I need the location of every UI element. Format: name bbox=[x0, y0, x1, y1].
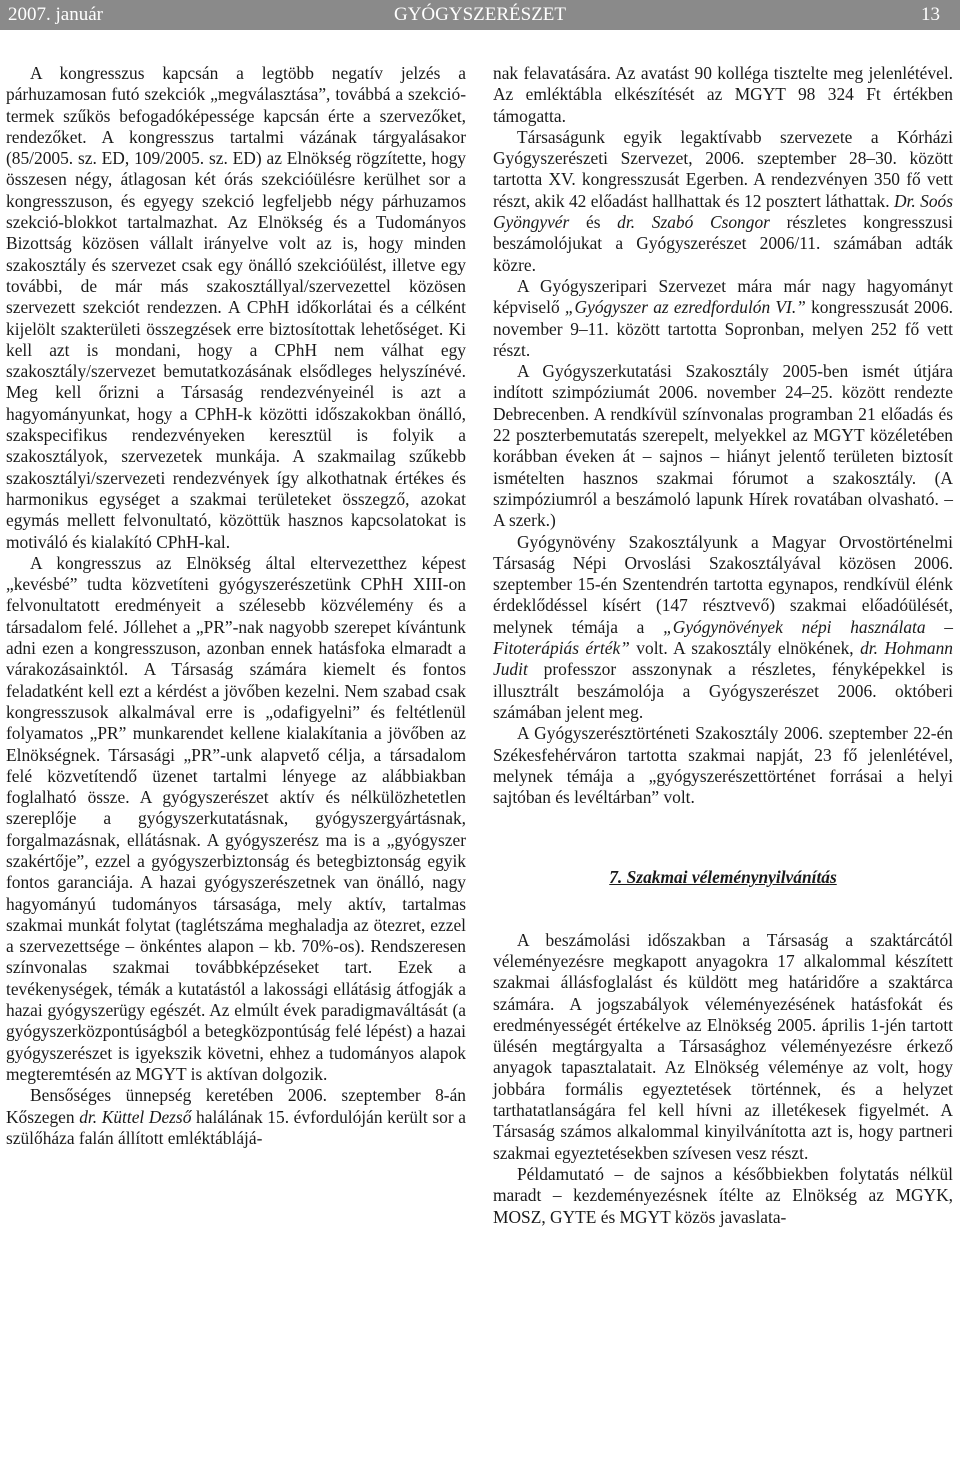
text-run: A Gyógyszeripari Szervezet mára már nagy hagyományt képviselő bbox=[493, 275, 953, 318]
paragraph bbox=[6, 1085, 466, 1149]
paragraph: A Gyógyszerkutatási Szakosztály 2005-ben ismét útjára indított szimpóziumát 2006. november 24–25. között rendezte Debrecenben. A rendkívül színvonalas programban 21 előadás és 22 poszterbemutatás szerepelt, melyekkel az MGYT közéletében korábban éveken át – sajnos – hiányt jelentő területen biztosít ismételten hasznos szakmai fórumot a szakosztály. (A szimpóziumról a beszámoló lapunk Hírek rovatában olvasható. – A szerk.) bbox=[493, 361, 953, 531]
left-column bbox=[6, 63, 466, 1149]
header-journal-title: GYÓGYSZERÉSZET bbox=[393, 4, 567, 25]
text-run: volt. A szakosztály elnökének, bbox=[629, 638, 861, 659]
paragraph: A kongresszus kapcsán a legtöbb negatív jelzés a párhuzamosan futó szekciók „megválasztása”, továbbá a szekció-termek szűkös befogadóképessége kapcsán érte a szervezőket, rendezőket. A kongresszus tartalmi vázának tárgyalásakor (85/2005. sz. ED, 109/2005. sz. ED) az Elnökség rögzítette, hogy összesen négy, átlagosan két órás szekcióülésre kerülhet sor a kongresszuson, és egyegy szekció legfeljebb négy párhuzamos szekció-blokkot tartalmazhat. Az Elnökség és a Tudományos Bizottság közösen vállalt irányelve volt az is, hogy minden szakosztály és szervezet csak egy önálló szekcióülést, illetve egy további, de már más szakosztállyal/szervezettel közösen szervezett szekciót rendezzen. A CPhH időkorlátai és a célként kijelölt szakterületi összegzések erre biztosítottak lehetőséget. Ki kell azt is mondani, hogy a CPhH nem válhat egy szakosztály/szervezet bemutatkozásának elsődleges helyszínévé. Meg kell őrizni a Társaság rendezvényeinél is azt a hagyományunkat, hogy a CPhH-k közötti időszakokban önálló, szakspecifikus rendezvényeken keresztül is folyik a szakosztályok, szervezetek munkája. A szakmailag szűkebb szakosztályi/szervezeti rendezvények így alkothatnak értékes és harmonikus egységet a szakmai területeket összegző, azokat egymás mellett felvonultató, közöttük hasznos kapcsolatokat is motiváló és kialakító CPhH-kal. bbox=[6, 63, 466, 552]
text-run: halálának 15. évfordulóján került sor a szülőháza falán állított emléktáblájá- bbox=[6, 1106, 466, 1148]
section-heading: 7. Szakmai véleménynyilvánítás bbox=[609, 867, 837, 888]
text-run: kongresszusát 2006. november 9–11. között tartotta Sopronban, melyen 252 fő vett részt. bbox=[493, 297, 954, 360]
person-name: dr. Hohmann Judit bbox=[493, 638, 953, 680]
event-title: „Gyógynövények népi használata – Fitoterápiás érték” bbox=[493, 616, 953, 659]
text-run: részletes kongresszusi beszámolójukat a Gyógyszerészet 2006/11. számában adták közre. bbox=[493, 212, 953, 275]
paragraph: A Gyógyszerésztörténeti Szakosztály 2006. szeptember 22-én Székesfehérváron tartotta szakmai napját, 23 fő jelenlétével, melynek témája a „gyógyszerészettörténet forrásai a helyi sajtóban és levéltárban” volt. bbox=[493, 723, 953, 808]
running-header bbox=[0, 0, 960, 30]
paragraph: Példamutató – de sajnos a későbbiekben folytatás nélkül maradt – kezdeményezésnek ítélte az Elnökség az MGYK, MOSZ, GYTE és MGYT közös javaslata- bbox=[493, 1163, 953, 1227]
person-name: Dr. Soós Gyöngyvér bbox=[493, 190, 953, 233]
text-run: Bensőséges ünnepség keretében 2006. szeptember 8-án Kőszegen bbox=[6, 1085, 466, 1127]
paragraph bbox=[493, 276, 953, 361]
header-page-number: 13 bbox=[921, 4, 940, 25]
header-date: 2007. január bbox=[8, 4, 103, 25]
paragraph bbox=[493, 532, 953, 724]
text-run: Társaságunk egyik legaktívabb szervezete a Kórházi Gyógyszerészeti Szervezet, 2006. szeptember 28–30. között tartotta XV. kongresszusát Egerben. A rendezvényen 350 fő vett részt, akik 42 előadást hallhattak és 12 posztert láthattak. bbox=[493, 126, 953, 211]
event-title: „Gyógyszer az ezredfordulón VI.” bbox=[564, 297, 806, 318]
paragraph-continuation: nak felavatására. Az avatást 90 kolléga tisztelte meg jelenlétével. Az emléktábla elkészítését az MGYT 98 324 Ft értékben támogatta. bbox=[493, 63, 953, 126]
paragraph: A kongresszus az Elnökség által eltervezetthez képest „kevésbé” tudta közvetíteni gyógyszerészetünk CPhH XIII-on felvonultatott eredményeit a szélesebb közvélemény és a társadalom felé. Jóllehet a „PR”-nak nagyobb szerepet kívántunk adni ezen a kongresszuson, azonban ennek hatásfoka elmaradt a várakozásainktól. A Társaság számára kiemelt és fontos feladatként kell ezt a kérdést a jövőben kezelni. Nem szabad csak kongresszusok alkalmával erre is „odafigyelni” és feltétlenül folyamatos „PR” munkarendet kellene kialakítania a jövőben az Elnökségnek. Társasági „PR”-unk alapvető célja, a társadalom felé közvetítendő üzenet tartalmi lényege az alábbiakban foglalható össze. A gyógyszerészet aktív és nélkülözhetetlen szereplője a gyógyszerkutatásnak, gyógyszergyártásnak, forgalmazásnak, ellátásnak. A gyógyszerész ma is a „gyógyszer szakértője”, ezzel a gyógyszerbiztonság és betegbiztonság egyik fontos garanciája. A hazai gyógyszerészetnek van önálló, nagy hagyományú tudományos társasága, mely aktív, tartalmas szakmai munkát folytat (taglétszáma meghaladja az ötezret, ezzel a szervezettsége – önkéntes alapon – kb. 70%-os). Rendszeresen színvonalas szakmai továbbképzéseket tart. Ezek a tevékenységek, témák a kutatástól a lakossági ellátásig átfogják a hazai gyógyszerügy egészét. Az elmúlt évek paradigmaváltását (a gyógyszerközpontúságból a betegközpontúság felé lépést) a hazai gyógyszerészet is igyekszik követni, ehhez a tudományos alapok megteremtésén az MGYT is aktívan dolgozik. bbox=[6, 552, 466, 1084]
text-run: és bbox=[569, 212, 618, 233]
paragraph bbox=[493, 127, 953, 276]
paragraph: A beszámolási időszakban a Társaság a szaktárcától véleményezésre megkapott anyagokra 17 alkalommal készített szakmai állásfoglalást és küldött meg határidőre a szaktárca számára. A jogszabályok véleményezésének hatásfokát és eredményességét értékelve az Elnökség 2005. április 1-jén tartott ülésén megtárgyalta a Társasághoz véleményezésre érkező anyagok tapasztalatait. Az Elnökség véleménye az volt, hogy jobbára formális egyeztetések történnek, és a helyzet tarthatatlanságára fel kell hívni az illetékesek figyelmét. A Társaság számos alkalommal kinyilvánította azt is, hogy partneri szakmai egyeztetésekben szívesen vesz részt. bbox=[493, 929, 953, 1163]
text-run: Gyógynövény Szakosztályunk a Magyar Orvostörténelmi Társaság Népi Orvoslási Szakosztályával közösen 2006. szeptember 15-én Szentendrén tartotta egynapos, rendkívül élénk érdeklődéssel kísért (147 résztvevő) szakmai előadóülését, melynek témája a bbox=[493, 531, 953, 637]
text-run: professzor asszonynak a részletes, fényképekkel is illusztrált beszámolója a Gyógyszerészet 2006. októberi számában jelent meg. bbox=[493, 659, 953, 722]
person-name: dr. Szabó Csongor bbox=[617, 212, 770, 233]
person-name: dr. Küttel Dezső bbox=[79, 1106, 192, 1127]
right-column bbox=[493, 63, 953, 1228]
